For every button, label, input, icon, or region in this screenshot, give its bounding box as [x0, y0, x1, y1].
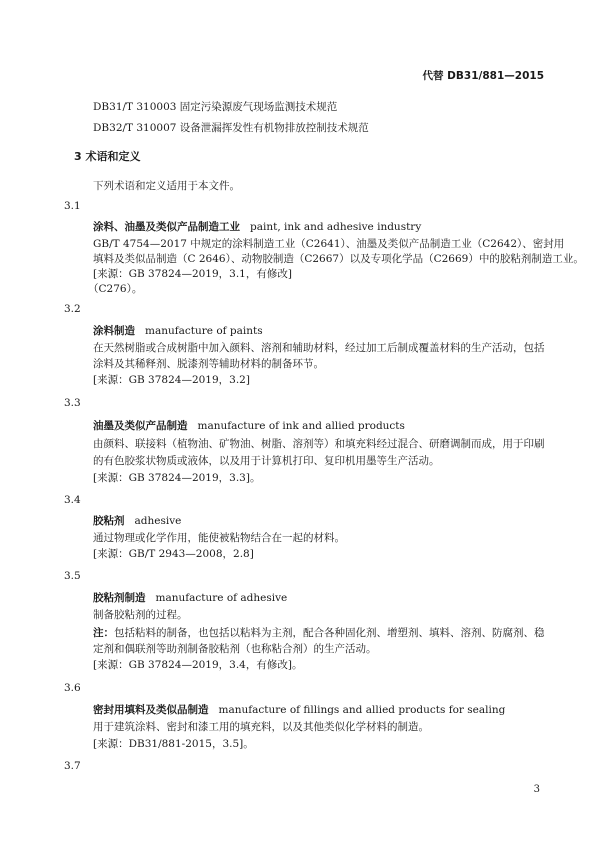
- term-body-line: 涂料及其稀释剂、脱漆剂等辅助材料的制备环节。: [93, 358, 324, 370]
- term-body-line: 用于建筑涂料、密封和漆工用的填充料，以及其他类似化学材料的制造。: [93, 721, 429, 733]
- term-title: [93, 219, 421, 234]
- term-body-line: GB/T 4754—2017 中规定的涂料制造工业（C2641）、油墨及类似产品制造工业（C2642）、密封用: [93, 238, 565, 250]
- note-text: 包括粘料的制备，也包括以粘料为主剂，配合各种固化剂、增塑剂、填料、溶剂、防腐剂、稳: [114, 627, 545, 639]
- term-zh: 胶粘剂制造: [93, 592, 146, 604]
- term-number: 3.5: [64, 570, 81, 582]
- term-number: 3.7: [64, 760, 81, 772]
- term-body-line: 在天然树脂或合成树脂中加入颜料、溶剂和辅助材料，经过加工后制成覆盖材料的生产活动，包括: [93, 342, 545, 354]
- note-line: [93, 625, 545, 640]
- term-number: 3.3: [64, 397, 81, 409]
- term-source: [来源：GB 37824—2019，3.4，有修改]。: [93, 659, 303, 671]
- section-heading: 3 术语和定义: [74, 150, 141, 163]
- note-label: 注：: [93, 627, 114, 639]
- term-source: [来源：GB 37824—2019，3.3]。: [93, 472, 261, 484]
- term-number: 3.4: [64, 494, 81, 506]
- term-body-line: 由颜料、联接料（植物油、矿物油、树脂、溶剂等）和填充料经过混合、研磨调制而成，用于印刷: [93, 438, 545, 450]
- term-source: [来源：GB/T 2943—2008，2.8]: [93, 548, 254, 560]
- term-zh: 胶粘剂: [93, 515, 125, 527]
- term-body-line: 通过物理或化学作用，能使被粘物结合在一起的材料。: [93, 532, 345, 544]
- term-source: [来源：DB31/881-2015，3.5]。: [93, 738, 254, 750]
- term-title: [93, 590, 287, 605]
- reference-item: DB32/T 310007 设备泄漏挥发性有机物排放控制技术规范: [93, 122, 369, 134]
- section-intro: 下列术语和定义适用于本文件。: [93, 180, 240, 192]
- term-body-line: 填料及类似品制造（C 2646）、动物胶制造（C2667）以及专项化学品（C2669）中的胶粘剂制造工业。: [93, 253, 584, 265]
- term-number: 3.2: [64, 303, 81, 315]
- reference-item: DB31/T 310003 固定污染源废气现场监测技术规范: [93, 101, 338, 113]
- document-code-header: 代替 DB31/881—2015: [422, 70, 544, 82]
- term-zh: 涂料制造: [93, 325, 135, 337]
- term-body-line: （C276）。: [88, 283, 143, 295]
- page-number: 3: [533, 784, 540, 795]
- term-title: [93, 513, 181, 528]
- term-body-line: 的有色胶浆状物质或液体，以及用于计算机打印、复印机用墨等生产活动。: [93, 455, 440, 467]
- term-zh: 密封用填料及类似品制造: [93, 704, 209, 716]
- term-title: [93, 323, 263, 338]
- term-number: 3.6: [64, 682, 81, 694]
- term-en: manufacture of paints: [145, 325, 263, 337]
- term-en: manufacture of ink and allied products: [197, 420, 405, 432]
- term-body-line: 制备胶粘剂的过程。: [93, 609, 188, 621]
- term-source: [来源：GB 37824—2019，3.2]: [93, 374, 250, 386]
- term-source: [来源：GB 37824—2019，3.1，有修改]: [93, 268, 292, 280]
- term-en: manufacture of fillings and allied products for sealing: [218, 704, 506, 716]
- term-en: paint, ink and adhesive industry: [250, 221, 422, 233]
- term-number: 3.1: [64, 200, 81, 212]
- note-line: 定剂和偶联剂等助剂制备胶粘剂（也称粘合剂）的生产活动。: [93, 643, 377, 655]
- term-zh: 涂料、油墨及类似产品制造工业: [93, 221, 240, 233]
- term-title: [93, 702, 505, 717]
- term-en: manufacture of adhesive: [155, 592, 288, 604]
- term-title: [93, 418, 405, 433]
- term-zh: 油墨及类似产品制造: [93, 420, 188, 432]
- term-en: adhesive: [134, 515, 182, 527]
